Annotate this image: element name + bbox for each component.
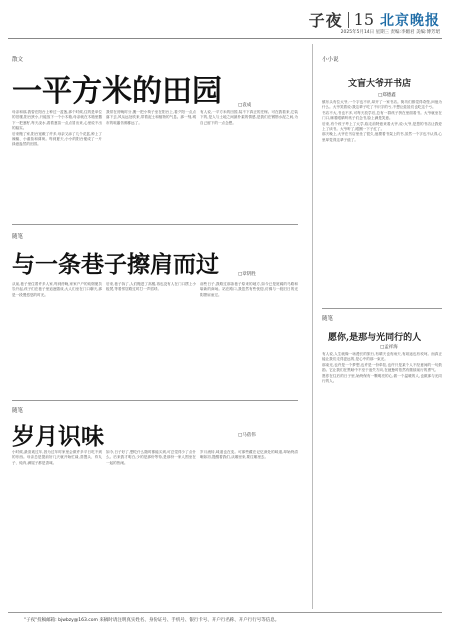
section-name: 子夜 — [308, 11, 343, 30]
article-1-col-3 — [200, 110, 298, 218]
article-2-col-3 — [200, 282, 298, 394]
article-1-section-label: 散文 — [12, 57, 24, 63]
article-3-col-1 — [12, 450, 102, 606]
masthead-rule — [8, 38, 442, 39]
right-article-2-section-label: 随笔 — [322, 316, 334, 322]
article-1-paragraph: 我常在傍晚时分,搬一把小椅子坐在阳台上,看夕阳一点点落下去,风从远处吹来,带着泥土和植物的气息。那一刻,城市的喧嚣仿佛都远了。 — [106, 110, 196, 125]
article-3-paragraph: 岁月流转,味道也在变。可那些藏在记忆深处的味道,却始终清晰如初,提醒着我们,从哪里来,要往哪里去。 — [200, 450, 298, 460]
masthead-divider — [348, 12, 349, 28]
right-article-1-title: 文盲大爷开书店 — [348, 79, 412, 89]
right-article-2-paragraph: 有人说,人生就像一场漫长的旅行,有晴天也有雨天,有坦途也有坎坷。而真正能让我们走得更远的,是心中的那一束光。 — [322, 352, 442, 362]
article-1-paragraph: 有人说,一平方米的田园,装不下真正的庄稼。可在我看来,它装下的,是人与土地之间最朴素的情感,是我们在钢筋水泥之间,为自己留下的一点念想。 — [200, 110, 298, 125]
footer — [8, 612, 442, 626]
article-2-paragraph: 从前,巷子里住着许多人家,每到傍晚,家家户户的炊烟便袅袅升起,孩子们在巷子里追逐嬉戏,大人们坐在门口聊天,那是一段慢悠悠的时光。 — [12, 282, 102, 297]
right-article-2-paragraph: 那束光,也许是一个梦想,也许是一份牵挂,也许只是某个人不经意间的一句鼓励。它让我们在黑暗中不至于迷失方向,在疲惫时依然有继续前行的勇气。 — [322, 362, 442, 373]
column-divider — [312, 44, 313, 609]
right-article-2-title: 愿你,是那与光同行的人 — [328, 333, 422, 343]
footer-submission-note: "子夜"投稿邮箱: bjwbzy@163.com 来稿时请注明真实姓名、身份证号、手机号、银行卡号、开户行名称、开户行行号等信息。 — [24, 618, 280, 623]
right-article-1-byline: □郑德鑫 — [378, 93, 396, 98]
right-article-1-body — [322, 100, 442, 302]
article-2-paragraph: 前些日子,我路过那条巷子原来的地方,如今已是宽阔的马路和崭新的商场。站在路口,我忽然有些恍惚,仿佛与一段旧日的光阴擦肩而过。 — [200, 282, 298, 297]
newspaper-logo: 北京晚报 — [380, 12, 440, 29]
right-article-1-paragraph: 那天晚上,大爷在书店里坐了很久,他摸着书架上的书,虽然一个字也不认得,心里却觉得这辈子值了。 — [322, 132, 442, 142]
article-1-col-1 — [12, 110, 102, 218]
article-3-title: 岁月识味 — [12, 423, 104, 450]
article-2-col-1 — [12, 282, 102, 394]
article-2-byline: □章钥胜 — [238, 272, 256, 277]
section-rule — [12, 400, 298, 401]
section-rule — [322, 308, 442, 309]
article-1-paragraph: 后来搬了家,阳台宽敞了许多,母亲又添了几个花盆,种上了辣椒、小番茄和薄荷。每到夏天,小小的阳台便成了一片绿意盎然的田园。 — [12, 131, 102, 147]
article-3-col-2 — [106, 450, 196, 606]
right-article-1-section-label: 小小说 — [322, 57, 339, 63]
right-article-1-paragraph: 镇东头有位大爷,一个字也不识,却开了一家书店。街坊们都觉得奇怪,问他为什么。大爷笑着说:我这辈子吃了不识字的亏,不想让娃娃们也吃这个亏。 — [322, 100, 442, 110]
right-article-1-paragraph: 后来,有个孩子考上了大学,临走前特意来看大爷,说:大爷,是您的书店让我爱上了读书。大爷听了,眼圈一下子红了。 — [322, 121, 442, 132]
masthead — [0, 0, 450, 44]
article-2-title: 与一条巷子擦肩而过 — [12, 251, 219, 278]
masthead-title-group — [309, 8, 440, 31]
article-1-col-2 — [106, 110, 196, 218]
article-3-col-3 — [200, 450, 298, 606]
article-3-byline: □马蓓伟 — [238, 433, 256, 438]
article-3-paragraph: 小时候,最喜欢过年,因为过年时家里会做许多平日吃不到的东西。母亲总是提前好几天就开始忙碌,蒸馒头、炸丸子、炖肉,满屋子都是香味。 — [12, 450, 102, 465]
article-2-paragraph: 后来,巷子拆了,人们搬进了高楼,再也没有人在门口摆上小板凳,等着邻居路过时打一声招呼。 — [106, 282, 196, 292]
article-1-byline: □袁成 — [238, 103, 252, 108]
page-number: 15 — [353, 10, 374, 29]
article-1-title: 一平方米的田园 — [12, 74, 222, 109]
right-article-2-paragraph: 愿你在往后的日子里,始终保有一颗明亮的心,做一个温暖的人,也做那与光同行的人。 — [322, 373, 442, 384]
article-3-paragraph: 如今,日子好了,想吃什么随时都能买到,可总觉得少了点什么。后来我才明白,少的是那份等待,是那份一家人围坐在一起的热闹。 — [106, 450, 196, 465]
right-article-1-paragraph: 书店不大,书也不多,可每天放学后,总有一群孩子挤在里面看书。大爷就坐在门口,眯着眼睛听孩子们念书,脸上满是笑意。 — [322, 110, 442, 121]
article-1-paragraph: 母亲和那,我曾在阳台上种过一盆葱,那个时候,住的是单位的旧楼,阳台狭小,只能放下一个小木箱,母亲就在木箱里撒下一把葱籽,每天浇水,看着葱苗一点点冒出来,心里说不出的踏实。 — [12, 110, 102, 131]
section-rule — [12, 224, 298, 225]
masthead-meta: 2025年5月14日 星期三 责编:李媚君 美编:傅芳珺 — [340, 30, 440, 35]
article-3-section-label: 随笔 — [12, 408, 24, 414]
right-article-2-byline: □孟祥海 — [380, 345, 398, 350]
article-2-col-2 — [106, 282, 196, 394]
article-2-section-label: 随笔 — [12, 234, 24, 240]
right-article-2-body — [322, 352, 442, 606]
